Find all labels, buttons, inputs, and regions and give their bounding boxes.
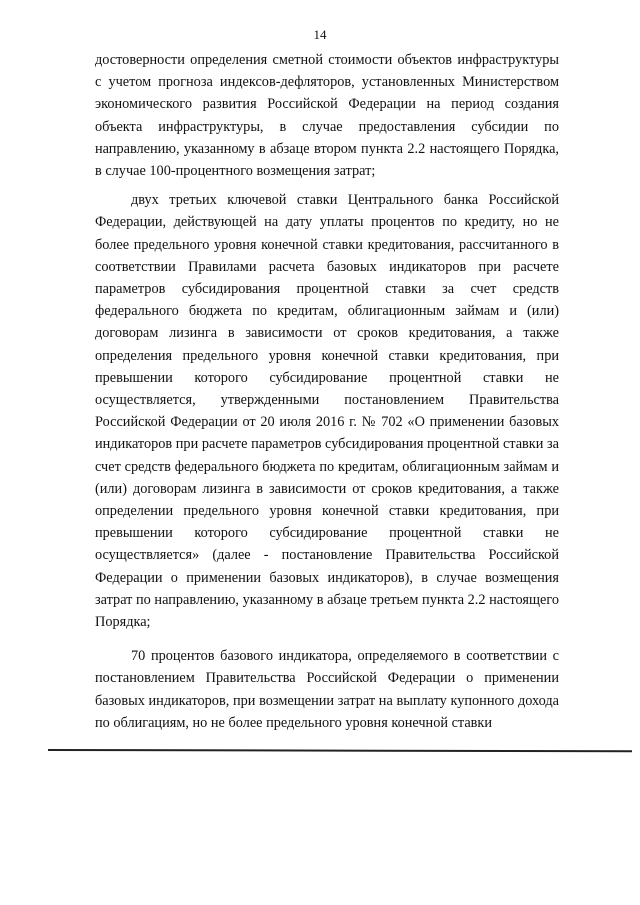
paragraph-base-indicator: 70 процентов базового индикатора, определяемого в соответствии с постановлением Правительства Российской Федерации о применении базовых индикаторов, при возмещении затрат на выплату купонного дохода по облигациям, но не более предельного уровня конечной ставки	[95, 648, 559, 731]
page-number: 14	[313, 27, 327, 42]
page-bottom-divider	[48, 749, 632, 752]
paragraph-continuation: достоверности определения сметной стоимости объектов инфраструктуры с учетом прогноза индексов-дефляторов, установленных Министерством экономического развития Российской Федерации на период создания объекта инфраструктуры, в случае предоставления субсидии по направлению, указанному в абзаце втором пункта 2.2 настоящего Порядка, в случае 100-процентного возмещения затрат;	[95, 52, 559, 180]
document-body	[95, 49, 559, 734]
paragraph-key-rate: двух третьих ключевой ставки Центрального банка Российской Федерации, действующей на дату уплаты процентов по кредиту, но не более предельного уровня конечной ставки кредитования, рассчитанного в соответствии Правилами расчета базовых индикаторов при расчете параметров субсидирования процентной ставки за счет средств федерального бюджета по кредитам, облигационным займам и (или) договорам лизинга в зависимости от сроков кредитования, а также определения предельного уровня конечной ставки кредитования, при превышении которого субсидирование процентной ставки не осуществляется, утвержденными постановлением Правительства Российской Федерации от 20 июля 2016 г. № 702 «О применении базовых индикаторов при расчете параметров субсидирования процентной ставки за счет средств федерального бюджета по кредитам, облигационным займам и (или) договорам лизинга в зависимости от сроков кредитования, а также определении предельного уровня конечной ставки кредитования, при превышении которого субсидирование процентной ставки не осуществляется» (далее - постановление Правительства Российской Федерации о применении базовых индикаторов), в случае возмещения затрат по направлению, указанному в абзаце третьем пункта 2.2 настоящего Порядка;	[95, 192, 559, 631]
